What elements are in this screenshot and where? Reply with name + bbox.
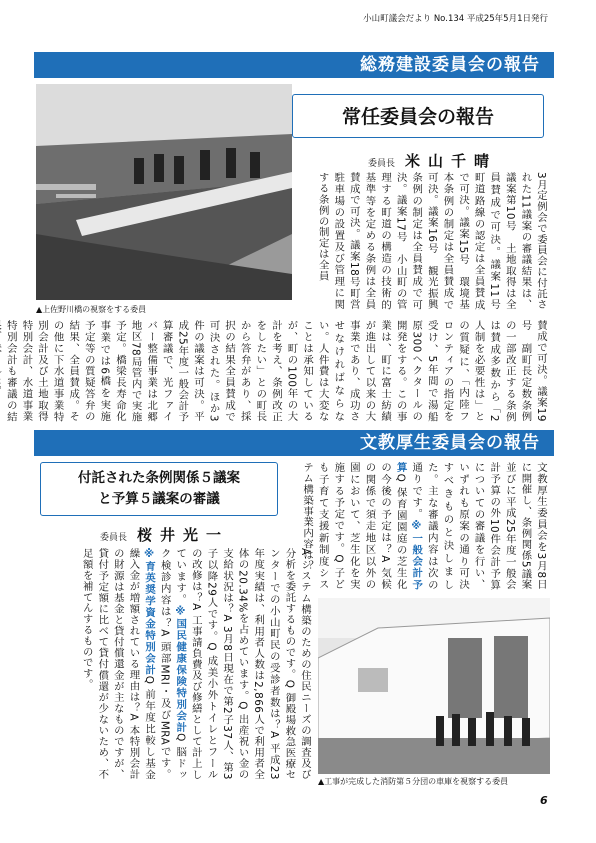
fire-station-photo xyxy=(318,598,550,774)
issue-header: 小山町議会だより No.134 平成25年5月1日発行 xyxy=(363,14,548,24)
bunkyo-text-lower: A システム構築のための住民ニーズの調査及び分析を委託するものです。Q 御殿場救急医療センターでの小山町民の受診者数は？A 平成23年度実績は、利用者人数は2,866人で利用者全体の20.34%を占めています。Q 出産祝い金の支給状況は？A 3月8日現在で第2子37人、第3子以降29人です。Q 成美小外トイレとフールの改修は？A 工事請負費及び修繕として計上しています。※国民健康保険特別会計Q 脳ドック検診内容は？A 頭部MRI・及びMRAです。※育英奨学資金特別会計Q 前年度比較し基金繰入金が増額されている理由は？A 本特別会計の財源は基金と貸付償還金が主なものですが、貸付予定額に比べて貸付償還が少ないため、不足額を補てんするものです。 xyxy=(80,548,311,781)
report-title: 常任委員会の報告 xyxy=(292,94,544,138)
bridge-inspection-image xyxy=(36,84,292,300)
subtitle-line-1: 付託された条例関係５議案 xyxy=(78,470,240,486)
page-number: 6 xyxy=(540,794,548,807)
chair-role: 委員長 xyxy=(368,159,396,169)
chair-line-2 xyxy=(100,524,280,545)
chair-name-2: 桜井光一 xyxy=(137,526,230,544)
bridge-inspection-photo xyxy=(36,84,292,300)
photo-caption-fire-station: ▲ 工事が完成した消防第５分団の車庫を視察する委員 xyxy=(318,776,558,788)
section2-subtitle xyxy=(40,462,278,516)
chair-role-2: 委員長 xyxy=(100,533,128,543)
somu-text-upper: 3月定例会で委員会に付託された11議案の審議結果は、議案第10号 土地取得は全員賛成で可決。議案11号 町道路線の認定は全員賛成で可決。議案15号 環境基本条例の制定は全員賛成で可決。議案16号 観光振興条例の制定は全員賛成で可決。議案17号 小山町の管理する町道の構造の技術的基準等を定める条例は全員賛成で可決。議案18号町営駐車場の設置及び管理に関する条例の制定は全員 xyxy=(316,172,547,321)
photo-caption-bridge: ▲ 上佐野川橋の視察をする委員 xyxy=(36,304,292,316)
chair-name: 米山千晴 xyxy=(405,152,498,170)
chair-line-1 xyxy=(368,150,548,171)
section-banner-bunkyo: 文教厚生委員会の報告 xyxy=(34,430,554,456)
subtitle-line-2: と予算５議案の審議 xyxy=(98,491,220,507)
bunkyo-text-upper: 文教厚生委員会を3月8日に開催し、条例関係5議案並びに平成25年度一般会計予算の外10件会計予算についての審議を行い、いずれも原案の通り可決すべきものと決しました。主な審議内容は次の通りです。※一般会計予算Q 保育園園庭の芝生化の今後の予定は？A 気候の関係で須走地区以外の園において、芝生化を実施する予定です。Q 子ども子育て支援新制度システム構築事業内容は？ xyxy=(301,462,547,591)
section-banner-somu: 総務建設委員会の報告 xyxy=(34,52,554,78)
fire-station-image xyxy=(318,598,550,774)
somu-text-lower: 賛成で可決。議案19号 副町長定数条例の一部改正する条例は賛成多数から「2人制を必要性は」との質疑に、「内陸フロンティアの指定を受け、5年間で湯船原300ヘクタールの開発をする。この事業は、町に富士紡績が進出して以来の大事業であり、成功させなければならない。人件費は大変なことは承知しているが、町の100年の大計を考え、条例改正をしたい」との町長から答弁があり、採択の結果全員賛成で可決された。ほか3件の議案は可決。平成25年度一般会計予算審議で、光ファイバー整備事業は北郷地区78局管内で実施予定。橋梁長寿命化事業では6橋を実施予定等の質疑答弁の結果、全員賛成。その他に下水道事業特別会計及び土地取得特別会計、水道事業特別会計も審議の結 xyxy=(4,320,547,423)
